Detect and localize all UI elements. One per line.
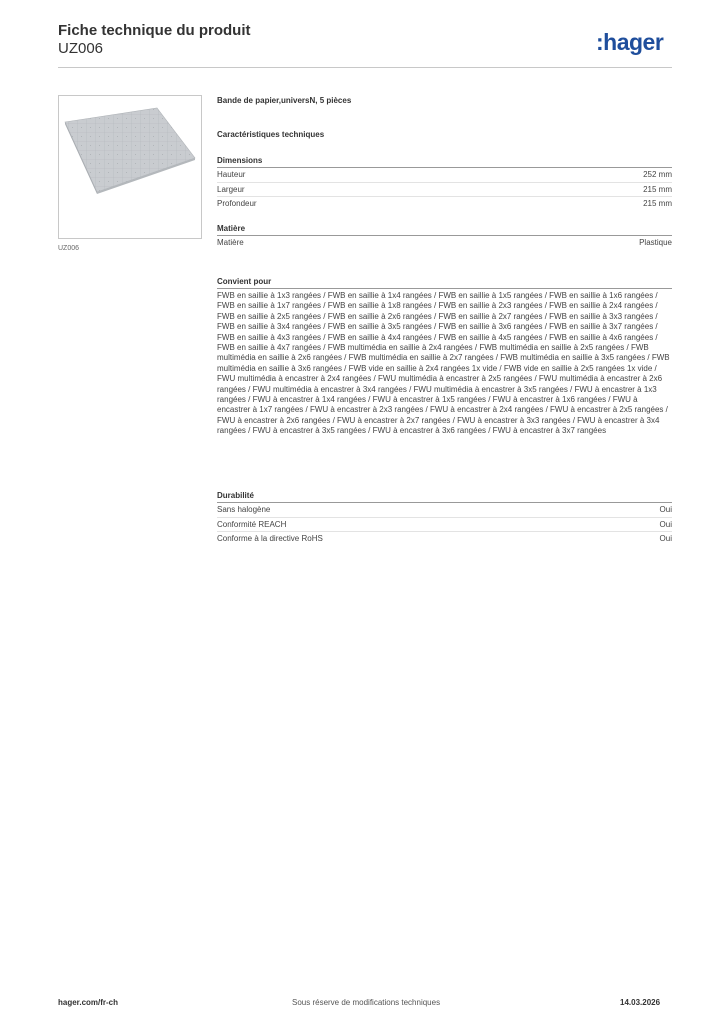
sustainability-heading: Durabilité [217, 490, 672, 503]
compatibility-heading: Convient pour [217, 276, 672, 289]
table-row [217, 168, 672, 183]
footer-date: 14.03.2026 [620, 998, 661, 1007]
dimensions-section [217, 155, 672, 212]
row-label: Sans halogène [217, 505, 271, 514]
compatibility-section [217, 276, 672, 437]
product-image [58, 95, 202, 239]
document-title: Fiche technique du produit [58, 22, 251, 39]
sustainability-section [217, 490, 672, 547]
image-caption: UZ006 [58, 245, 80, 252]
table-row [217, 236, 672, 251]
technical-characteristics-heading: Caractéristiques techniques [217, 130, 325, 139]
paper-strip-illustration [59, 96, 201, 238]
row-label: Conforme à la directive RoHS [217, 534, 323, 543]
hager-logo: :hager [596, 29, 664, 55]
table-row [217, 183, 672, 198]
product-description: Bande de papier,universN, 5 pièces [217, 96, 352, 105]
material-heading: Matière [217, 223, 672, 236]
table-row [217, 532, 672, 547]
footer-website-link[interactable]: hager.com/fr-ch [58, 998, 119, 1007]
table-row [217, 518, 672, 533]
dimensions-heading: Dimensions [217, 155, 672, 168]
row-value: Oui [659, 505, 672, 514]
material-section [217, 223, 672, 251]
row-label: Hauteur [217, 170, 246, 179]
compatibility-list: FWB en saillie à 1x3 rangées / FWB en saillie à 1x4 rangées / FWB en saillie à 1x5 rangées / FWB en saillie à 1x6 rangées / FWB en saillie à 1x7 rangées / FWB en saillie à 1x8 rangées / FWB en saillie à 2x3 rangées / FWB en saillie à 2x4 rangées / FWB en saillie à 2x5 rangées / FWB en saillie à 2x6 rangées / FWB en saillie à 2x7 rangées / FWB en saillie à 3x3 rangées / FWB en saillie à 3x4 rangées / FWB en saillie à 3x5 rangées / FWB en saillie à 3x6 rangées / FWB en saillie à 3x7 rangées / FWB en saillie à 4x3 rangées / FWB en saillie à 4x4 rangées / FWB en saillie à 4x5 rangées / FWB en saillie à 4x6 rangées / FWB en saillie à 4x7 rangées / FWB multimédia en saillie à 2x4 rangées / FWB multimédia en saillie à 2x5 rangées / FWB multimédia en saillie à 2x6 rangées / FWB multimédia en saillie à 2x7 rangées / FWB multimédia en saillie à 3x5 rangées / FWB multimédia en saillie à 3x6 rangées / FWB vide en saillie à 2x4 rangées 1x vide / FWB vide en saillie à 2x5 rangées 1x vide / FWU multimédia à encastrer à 2x4 rangées / FWU multimédia à encastrer à 2x5 rangées / FWU multimédia à encastrer à 2x6 rangées / FWU multimédia à encastrer à 3x4 rangées / FWU multimédia à encastrer à 3x5 rangées / FWU à encastrer à 1x3 rangées / FWU à encastrer à 1x4 rangées / FWU à encastrer à 1x5 rangées / FWU à encastrer à 1x6 rangées / FWU à encastrer à 1x7 rangées / FWU à encastrer à 2x3 rangées / FWU à encastrer à 2x4 rangées / FWU à encastrer à 2x5 rangées / FWU à encastrer à 2x6 rangées / FWU à encastrer à 2x7 rangées / FWU à encastrer à 3x3 rangées / FWU à encastrer à 3x4 rangées / FWU à encastrer à 3x5 rangées / FWU à encastrer à 3x6 rangées / FWU à encastrer à 3x7 rangées [217, 291, 670, 436]
table-row [217, 197, 672, 212]
row-label: Largeur [217, 184, 245, 194]
row-label: Profondeur [217, 199, 257, 208]
header-divider [58, 67, 672, 68]
row-value: Plastique [639, 238, 672, 247]
row-value: 252 mm [643, 170, 672, 179]
row-value: Oui [659, 519, 672, 529]
row-value: Oui [659, 534, 672, 543]
row-label: Conformité REACH [217, 519, 287, 529]
row-value: 215 mm [643, 184, 672, 194]
table-row [217, 503, 672, 518]
row-label: Matière [217, 238, 244, 247]
product-reference: UZ006 [58, 40, 104, 57]
row-value: 215 mm [643, 199, 672, 208]
footer-disclaimer: Sous réserve de modifications techniques [292, 998, 441, 1007]
